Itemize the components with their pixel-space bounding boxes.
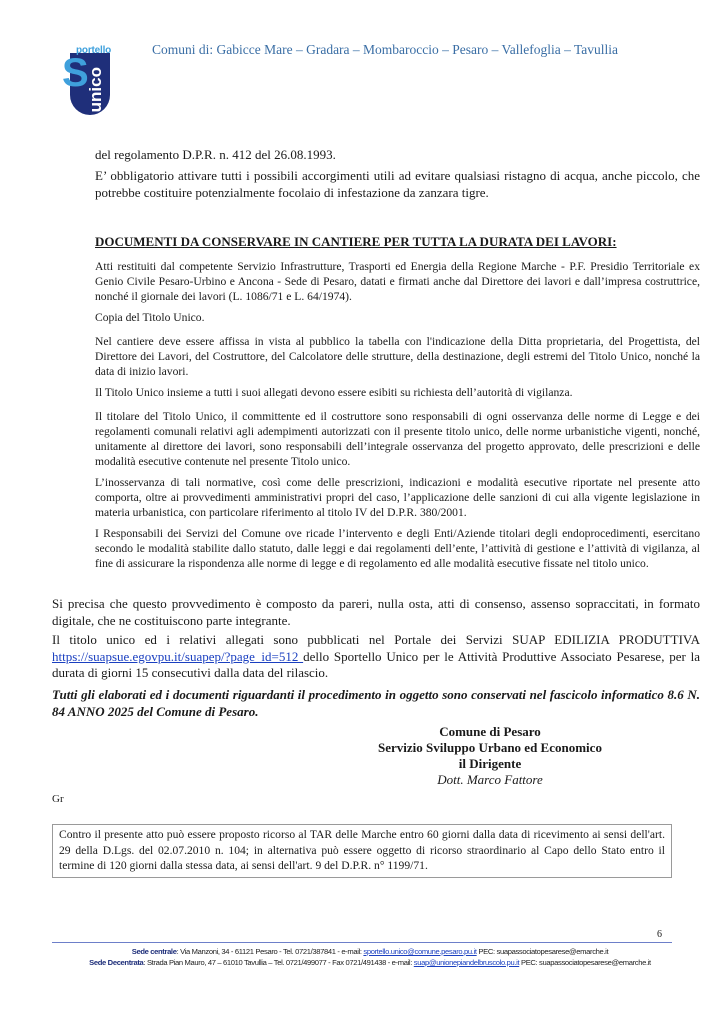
- footer-central-office: [40, 946, 700, 957]
- publication-text-before: Il titolo unico ed i relativi allegati sono pubblicati nel Portale dei Servizi SUAP EDILIZIA PRODUTTIVA: [52, 632, 700, 647]
- paragraph-publication: [52, 632, 700, 682]
- publication-text-after: dello Sportello Unico per le Attività Produttive Associato Pesarese, per la durata di giorni 15 consecutivi dalla data del rilascio.: [52, 648, 700, 680]
- section-paragraph: Il titolare del Titolo Unico, il committente ed il costruttore sono responsabili di ogni osservanza delle norme di Legge e dei regolamenti comunali relativi agli adempimenti autorizzati con il presente titolo unico, delle norme urbanistiche vigenti, nonché, unitamente al direttore dei lavori, sono responsabili dell’integrale osservanza del progetto approvato, delle prescrizioni e delle modalità esecutive contenute nel presente Titolo unico.: [95, 410, 700, 468]
- section-paragraph: L’inosservanza di tali normative, così come delle prescrizioni, indicazioni e modalità esecutive riportate nel presente atto comporta, oltre ai provvedimenti amministrativi propri del caso, l’applicazione delle sanzioni di cui alla vigente legislazione in materia urbanistica, con particolare riferimento al titolo IV del D.P.R. 380/2001.: [95, 476, 700, 519]
- page-number: 6: [657, 929, 662, 940]
- section-paragraph: Nel cantiere deve essere affissa in vista al pubblico la tabella con l'indicazione della Ditta proprietaria, del Progettista, del Direttore dei Lavori, del Costruttore, del Calcolatore delle strutture, della destinazione, degli estremi del Titolo Unico, nonché la data di inizio lavori.: [95, 335, 700, 378]
- signature-block: [340, 724, 640, 788]
- paragraph-regulation: del regolamento D.P.R. n. 412 del 26.08.1993.: [95, 147, 336, 162]
- signature-role: il Dirigente: [458, 756, 522, 771]
- signature-name: Dott. Marco Fattore: [437, 772, 543, 787]
- section-paragraph: Atti restituiti dal competente Servizio Infrastrutture, Trasporti ed Energia della Regione Marche - P.F. Presidio Territoriale ex Genio Civile Pesaro-Urbino e Ancona - Sede di Pesaro, datati e firmati anche dal Direttore dei lavori e dall’impresa costruttrice, nonché il giornale dei lavori (L. 1086/71 e L. 64/1974).: [95, 260, 700, 303]
- paragraph-composition: Si precisa che questo provvedimento è composto da pareri, nulla osta, atti di consenso, assenso sopraccitati, in formato digitale, che ne costituiscono parte integrante.: [52, 596, 700, 628]
- logo-letter-s: S: [62, 51, 89, 95]
- signature-office: Comune di Pesaro: [439, 724, 541, 739]
- signature-service: Servizio Sviluppo Urbano ed Economico: [378, 740, 602, 755]
- logo-top-text: portello: [76, 45, 112, 56]
- paragraph-archive: Tutti gli elaborati ed i documenti riguardanti il procedimento in oggetto sono conservati nel fascicolo informatico 8.6 N. 84 ANNO 2025 del Comune di Pesaro.: [52, 687, 700, 719]
- paragraph-tiger-mosquito: E’ obbligatorio attivare tutti i possibili accorgimenti utili ad evitare qualsiasi ristagno di acqua, anche piccolo, che potrebbe costituire potenzialmente focolaio di infestazione da zanzara tigre.: [95, 168, 700, 200]
- logo-vertical-text: unico: [86, 67, 105, 113]
- author-initials: Gr: [52, 793, 64, 805]
- footer-contacts: [40, 946, 700, 968]
- branch-office-pec: PEC: suapassociatopesarese@emarche.it: [519, 958, 651, 967]
- central-office-address: : Via Manzoni, 34 - 61121 Pesaro - Tel. 0721/387841 - e-mail:: [176, 947, 364, 956]
- sportello-unico-logo: [62, 45, 112, 117]
- appeal-notice-box: Contro il presente atto può essere proposto ricorso al TAR delle Marche entro 60 giorni dalla data di ricevimento ai sensi dell'art. 29 della D.Lgs. del 02.07.2010 n. 104; in alternativa può essere oggetto di ricorso straordinario al Capo dello Stato entro il termine di 120 giorni dalla stessa data, ai sensi dell'art. 9 del D.P.R. n° 1199/71.: [52, 824, 672, 878]
- branch-office-address: : Strada Pian Mauro, 47 – 61010 Tavullia – Tel. 0721/499077 - Fax 0721/491438 - e-mail:: [143, 958, 414, 967]
- section-paragraph: Copia del Titolo Unico.: [95, 311, 205, 324]
- suap-portal-link[interactable]: https://suapsue.egovpu.it/suapep/?page_id=512: [52, 648, 304, 664]
- central-office-pec: PEC: suapassociatopesarese@emarche.it: [476, 947, 609, 956]
- section-heading: DOCUMENTI DA CONSERVARE IN CANTIERE PER TUTTA LA DURATA DEI LAVORI:: [95, 234, 617, 249]
- central-office-label: Sede centrale: [131, 947, 177, 956]
- footer-divider: [52, 942, 672, 943]
- header-communes: Comuni di: Gabicce Mare – Gradara – Mombaroccio – Pesaro – Vallefoglia – Tavullia: [152, 42, 619, 57]
- branch-office-email-link[interactable]: suap@unionepiandelbruscolo.pu.it: [413, 958, 520, 967]
- footer-branch-office: [40, 957, 700, 968]
- section-paragraph: I Responsabili dei Servizi del Comune ove ricade l’intervento e degli Enti/Aziende titolari degli endoprocedimenti, esercitano secondo le modalità stabilite dallo statuto, dalle leggi e dai regolamenti dell’ente, l’attività di gestione e l’attività di vigilanza, al fine di assicurare la rispondenza alle norme di legge e di regolamento ed alle modalità esecutive fissate nel titolo unico.: [95, 527, 700, 570]
- branch-office-label: Sede Decentrata: [89, 958, 144, 967]
- section-paragraph: Il Titolo Unico insieme a tutti i suoi allegati devono essere esibiti su richiesta dell’autorità di vigilanza.: [95, 386, 573, 399]
- central-office-email-link[interactable]: sportello.unico@comune.pesaro.pu.it: [363, 947, 477, 956]
